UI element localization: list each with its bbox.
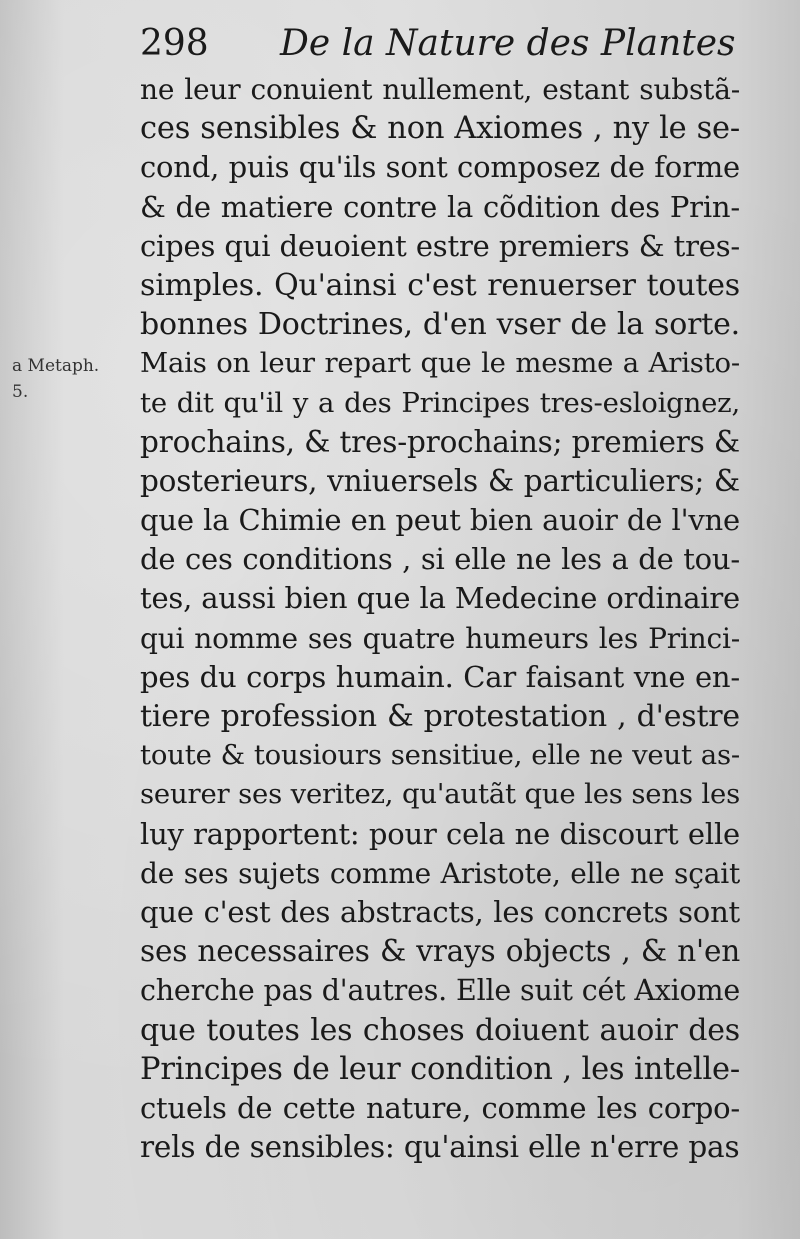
text-line: qui nomme ses quatre humeurs les Princi- xyxy=(140,621,740,655)
text-line: seurer ses veritez, qu'autãt que les sens les xyxy=(140,778,740,811)
margin-note xyxy=(12,353,130,405)
text-line: bonnes Doctrines, d'en vser de la sorte. xyxy=(140,307,740,343)
text-line: cipes qui deuoient estre premiers & tres- xyxy=(140,228,740,263)
text-line: de ces conditions , si elle ne les a de tou- xyxy=(140,542,740,577)
text-line: & de matiere contre la cõdition des Prin- xyxy=(140,189,740,224)
text-line: Principes de leur condition , les intelle- xyxy=(140,1051,740,1087)
text-line: ces sensibles & non Axiomes , ny le se- xyxy=(140,111,740,147)
text-line: cherche pas d'autres. Elle suit cét Axiome xyxy=(140,974,740,1008)
text-line: Mais on leur repart que le mesme a Aristo- xyxy=(140,347,740,380)
body-text xyxy=(140,70,740,1167)
page-header xyxy=(140,20,750,68)
text-line: tiere profession & protestation , d'estre xyxy=(140,699,740,734)
text-line: ne leur conuient nullement, estant substã- xyxy=(140,73,740,106)
text-line: que toutes les choses doiuent auoir des xyxy=(140,1012,740,1048)
margin-note-reference: a Metaph. xyxy=(12,356,100,376)
text-line: toute & tousiours sensitiue, elle ne veut as- xyxy=(140,739,740,772)
text-line: pes du corps humain. Car faisant vne en- xyxy=(140,659,740,694)
text-line: posterieurs, vniuersels & particuliers; & xyxy=(140,463,740,498)
margin-note-chapter: 5. xyxy=(12,382,29,402)
text-line: que c'est des abstracts, les concrets sont xyxy=(140,894,740,929)
text-line: ctuels de cette nature, comme les corpo- xyxy=(140,1090,740,1125)
text-line: simples. Qu'ainsi c'est renuerser toutes xyxy=(140,267,740,303)
text-line: te dit qu'il y a des Principes tres-esloignez, xyxy=(140,386,740,419)
text-line: ses necessaires & vrays objects , & n'en xyxy=(140,934,740,969)
text-line: luy rapportent: pour cela ne discourt elle xyxy=(140,816,740,851)
text-line: que la Chimie en peut bien auoir de l'vne xyxy=(140,503,740,538)
text-line: tes, aussi bien que la Medecine ordinaire xyxy=(140,581,740,616)
running-head: De la Nature des Plantes xyxy=(280,23,736,64)
text-line: prochains, & tres-prochains; premiers & xyxy=(140,424,740,459)
text-line: rels de sensibles: qu'ainsi elle n'erre pas xyxy=(140,1130,740,1165)
text-line: cond, puis qu'ils sont composez de forme xyxy=(140,150,740,185)
text-line: de ses sujets comme Aristote, elle ne sçait xyxy=(140,856,740,890)
page-number: 298 xyxy=(140,23,209,64)
